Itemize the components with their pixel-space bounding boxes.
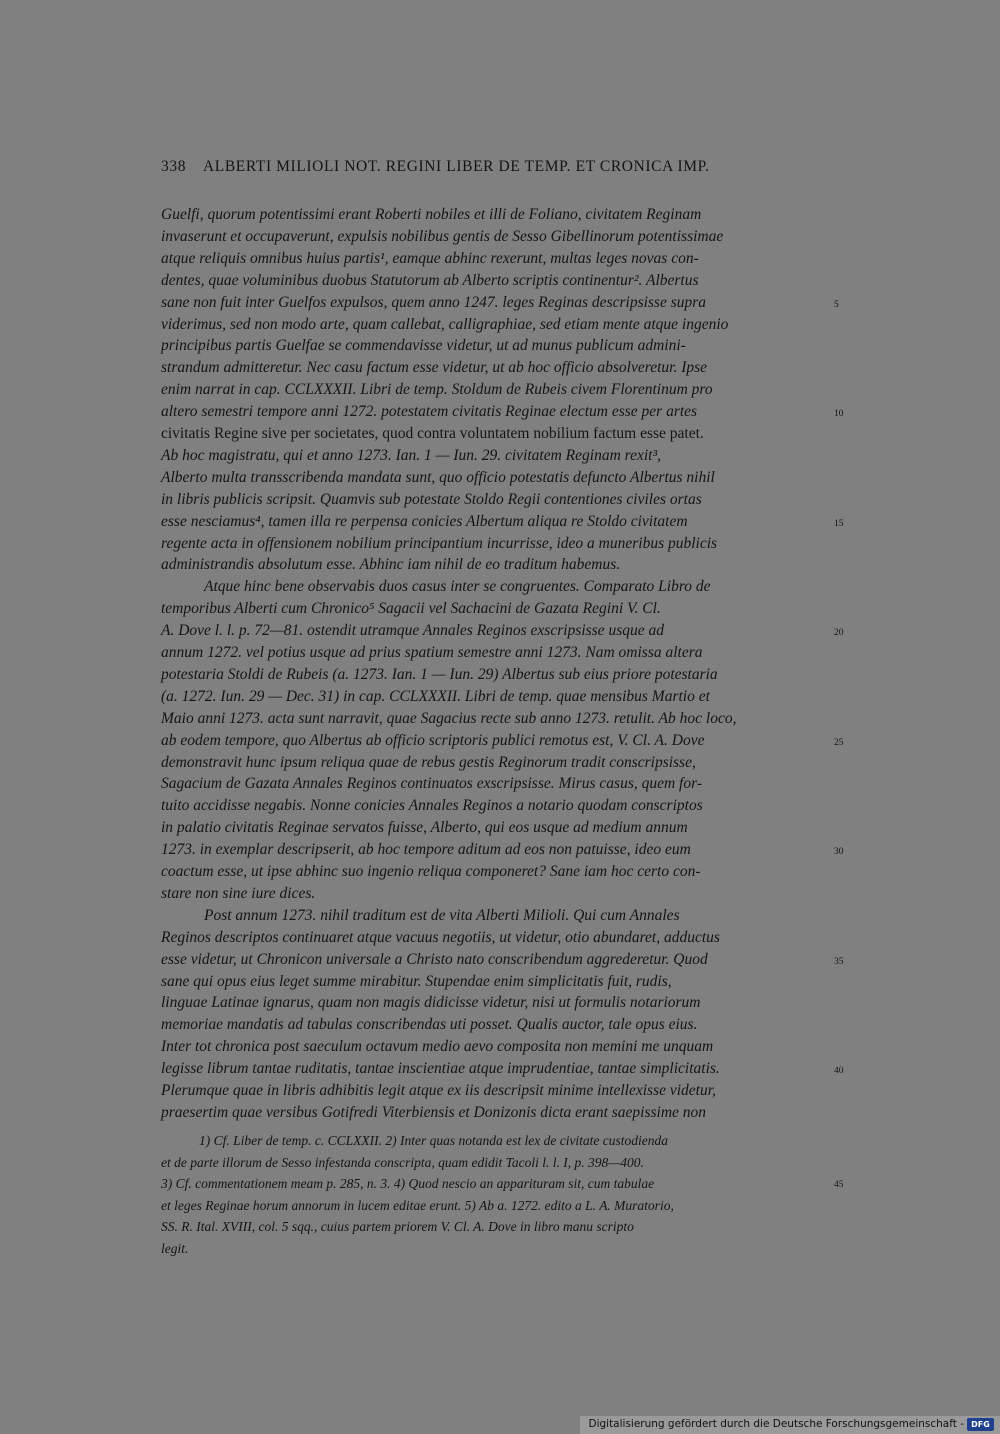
text-line: temporibus Alberti cum Chronico⁵ Sagacii vel Sachacini de Gazata Regini V. Cl. (161, 600, 661, 618)
footnote-line: legit. (161, 1241, 189, 1256)
text-line: enim narrat in cap. CCLXXXII. Libri de temp. Stoldum de Rubeis civem Florentinum pro (161, 381, 713, 399)
text-line: Post annum 1273. nihil traditum est de vita Alberti Milioli. Qui cum Annales (204, 906, 680, 924)
text-line: potestaria Stoldi de Rubeis (a. 1273. Ian. 1 — Iun. 29) Albertus sub eius priore potestaria (161, 665, 718, 683)
line-number: 35 (834, 956, 844, 967)
text-line: legisse librum tantae ruditatis, tantae inscientiae atque imprudentiae, tantae simplicitatis. (161, 1060, 720, 1078)
text-line: Atque hinc bene observabis duos casus inter se congruentes. Comparato Libro de (204, 578, 711, 596)
line-number: 5 (834, 299, 839, 310)
digitization-footer (580, 1416, 1000, 1434)
text-line: Inter tot chronica post saeculum octavum medio aevo composita non memini me unquam (161, 1038, 714, 1056)
footnote-line: 1) Cf. Liber de temp. c. CCLXXII. 2) Inter quas notanda est lex de civitate custodienda (199, 1133, 669, 1148)
text-line: altero semestri tempore anni 1272. potestatem civitatis Reginae electum esse per artes (161, 403, 698, 421)
text-line: Maio anni 1273. acta sunt narravit, quae Sagacius recte sub anno 1273. retulit. Ab hoc loco, (161, 709, 737, 727)
line-number: 10 (834, 409, 844, 420)
text-line: stare non sine iure dices. (161, 884, 316, 902)
text-line: Plerumque quae in libris adhibitis legit atque ex iis descripsit minime intellexisse videtur, (161, 1082, 716, 1099)
text-line: 1273. in exemplar descripserit, ab hoc tempore aditum ad eos non patuisse, ideo eum (161, 841, 691, 859)
text-line: linguae Latinae ignarus, quam non magis didicisse videtur, nisi ut formulis notariorum (161, 994, 701, 1012)
text-line: Sagacium de Gazata Annales Reginos continuatos exscripsisse. Mirus casus, quem for- (161, 775, 702, 793)
text-line: demonstravit hunc ipsum reliqua quae de rebus gestis Reginorum tradit conscripsisse, (161, 753, 696, 771)
text-line: memoriae mandatis ad tabulas conscribendas uti posset. Qualis auctor, tale opus eius. (161, 1016, 698, 1034)
text-line: principibus partis Guelfae se commendavisse videtur, ut ad munus publicum admini- (161, 337, 686, 355)
text-line: praesertim quae versibus Gotifredi Viterbiensis et Donizonis dicta erant saepissime non (161, 1103, 707, 1121)
line-number: 15 (834, 518, 844, 529)
line-number: 45 (834, 1180, 844, 1191)
funding-credit: Digitalisierung gefördert durch die Deutsche Forschungsgemeinschaft - (588, 1418, 964, 1430)
text-line: in palatio civitatis Reginae servatos fuisse, Alberto, qui eos usque ad medium annum (161, 819, 688, 837)
line-number: 40 (834, 1066, 844, 1077)
text-line: Reginos descriptos continuaret atque vacuus negotiis, ut videtur, otio abundaret, adductus (161, 928, 720, 946)
running-title: ALBERTI MILIOLI NOT. REGINI LIBER DE TEMP. ET CRONICA IMP. (203, 158, 710, 175)
text-line: invaserunt et occupaverunt, expulsis nobilibus gentis de Sesso Gibellinorum potentissimae (161, 227, 724, 245)
text-line: Ab hoc magistratu, qui et anno 1273. Ian. 1 — Iun. 29. civitatem Reginam rexit³, (161, 446, 662, 464)
text-line: coactum esse, ut ipse abhinc suo ingenio reliqua componeret? Sane iam hoc certo con- (161, 863, 701, 880)
footnote-line: et de parte illorum de Sesso infestanda conscripta, quam edidit Tacoli l. l. I, p. 398—400. (161, 1154, 644, 1170)
line-number: 20 (834, 628, 844, 639)
footnote-line: 3) Cf. commentationem meam p. 285, n. 3. 4) Quod nescio an apparituram sit, cum tabulae (161, 1176, 655, 1192)
text-line: dentes, quae voluminibus duobus Statutorum ab Alberto scriptis continentur². Albertus (161, 271, 699, 289)
text-line: tuito accidisse negabis. Nonne conicies Annales Reginos a notario quodam conscriptos (161, 797, 703, 815)
text-line: annum 1272. vel potius usque ad prius spatium semestre anni 1273. Nam omissa altera (161, 644, 703, 661)
text-line: ab eodem tempore, quo Albertus ab officio scriptoris publici remotus est, V. Cl. A. Dove (161, 731, 705, 749)
text-line: strandum admitteretur. Nec casu factum esse videtur, ut ab hoc officio absolveretur. Ipse (161, 359, 708, 377)
line-number: 25 (834, 737, 844, 748)
text-line: sane non fuit inter Guelfos expulsos, quem anno 1247. leges Reginas descripsisse supra (161, 293, 707, 311)
running-header (161, 158, 841, 182)
text-line: regente acta in offensionem nobilium principantium incurrisse, ideo a muneribus publicis (161, 534, 718, 552)
footnote-line: SS. R. Ital. XVIII, col. 5 sqq., cuius partem priorem V. Cl. A. Dove in libro manu scripto (161, 1219, 634, 1235)
text-line: sane qui opus eius leget summe mirabitur. Stupendae enim simplicitatis fuit, rudis, (161, 972, 672, 990)
page-number: 338 (161, 158, 187, 175)
text-line: in libris publicis scripsit. Quamvis sub potestate Stoldo Regii contentiones civiles ortas (161, 490, 702, 508)
text-line: esse nesciamus⁴, tamen illa re perpensa conicies Albertum aliqua re Stoldo civitatem (161, 512, 688, 530)
text-line: esse videtur, ut Chronicon universale a Christo nato conscribendum aggrederetur. Quod (161, 950, 708, 968)
dfg-logo-icon: DFG (967, 1418, 994, 1431)
text-line: Guelfi, quorum potentissimi erant Roberti nobiles et illi de Foliano, civitatem Reginam (161, 206, 702, 223)
text-line: (a. 1272. Iun. 29 — Dec. 31) in cap. CCLXXXII. Libri de temp. quae mensibus Martio et (161, 687, 710, 705)
text-line: atque reliquis omnibus huius partis¹, eamque abhinc rexerunt, multas leges novas con- (161, 249, 699, 267)
line-number: 30 (834, 847, 844, 858)
footnote-line: et leges Reginae horum annorum in lucem editae erunt. 5) Ab a. 1272. edito a L. A. Muratorio, (161, 1197, 674, 1213)
text-line: viderimus, sed non modo arte, quam callebat, calligraphiae, sed etiam mente atque ingenio (161, 315, 729, 333)
text-line: A. Dove l. l. p. 72—81. ostendit utramque Annales Reginos exscripsisse usque ad (161, 622, 664, 640)
text-line: administrandis absolutum esse. Abhinc iam nihil de eo traditum habemus. (161, 556, 621, 574)
text-line: Alberto multa transscribenda mandata sunt, quo officio potestatis defuncto Albertus nihil (161, 468, 715, 486)
text-line: civitatis Regine sive per societates, quod contra voluntatem nobilium factum esse patet. (161, 425, 704, 442)
